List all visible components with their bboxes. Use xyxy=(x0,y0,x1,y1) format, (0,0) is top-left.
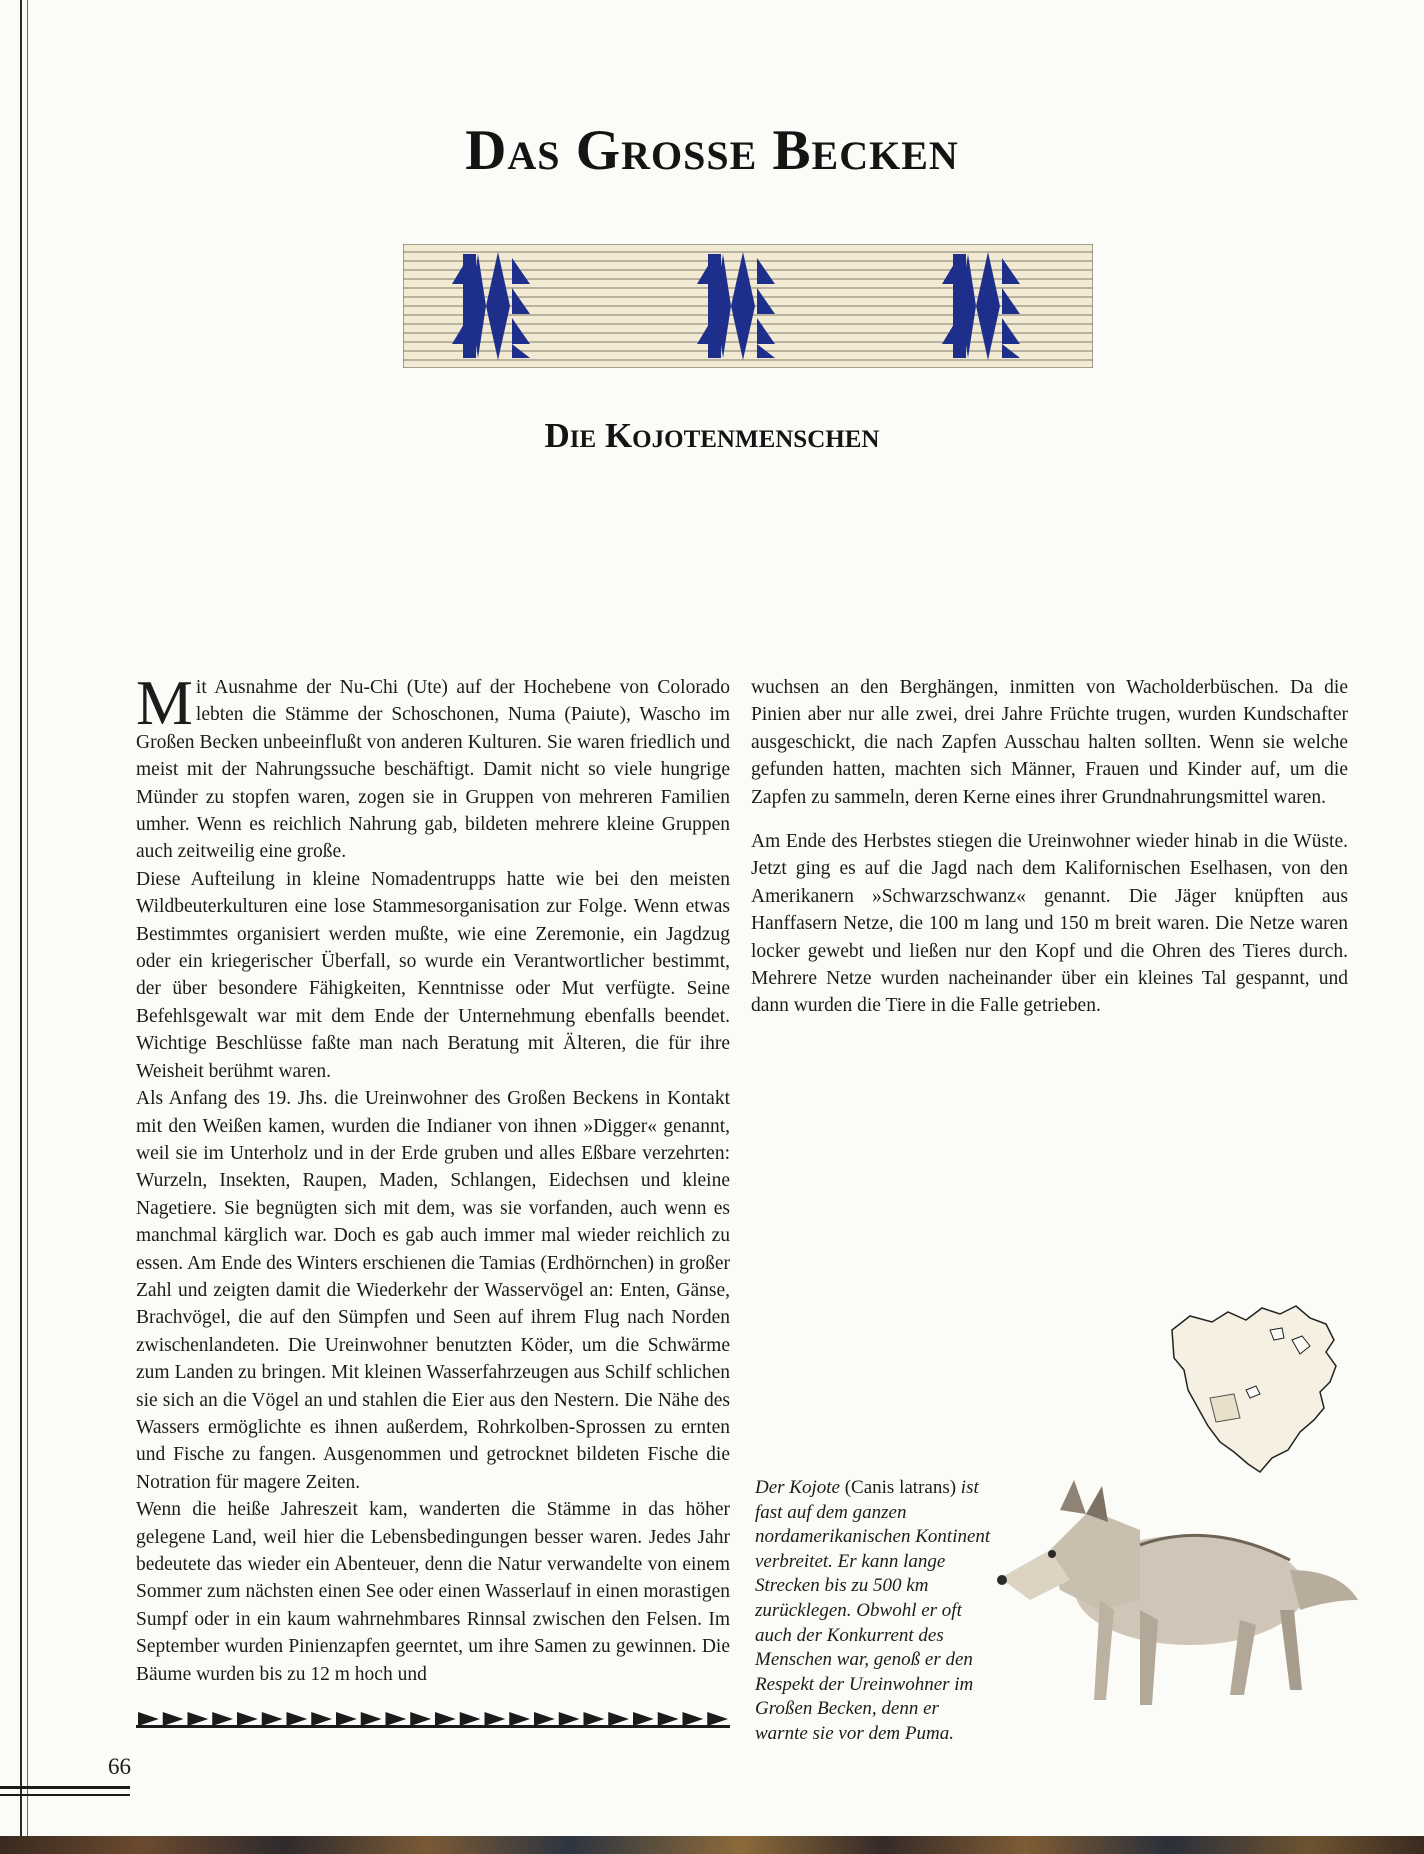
coyote-caption xyxy=(755,1476,991,1747)
paragraph-3: Als Anfang des 19. Jhs. die Ureinwohner des Großen Beckens in Kontakt mit den Weißen kamen, wurden die Indianer von ihnen »Digger« genannt, weil sie im Unterholz und in der Erde gruben und alles Eßbare verzehrten: Wurzeln, Insekten, Raupen, Maden, Schlangen, Eidechsen und kleine Nagetiere. Sie begnügten sich mit dem, was sie vorfanden, auch wenn es manchmal kärglich war. Doch es gab auch immer mal wieder reichlich zu essen. Am Ende des Winters erschienen die Tamias (Erdhörnchen) in großer Zahl und zeigten damit die Wiederkehr der Wasservögel an: Enten, Gänse, Brachvögel, die auf den Sümpfen und Seen auf ihrem Flug nach Norden zwischenlandeten. Die Ureinwohner benutzten Köder, um die Schwärme zum Landen zu bringen. Mit kleinen Wasserfahrzeugen aus Schilf schlichen sie sich an die Vögel an und stahlen die Eier aus den Nestern. Die Nähe des Wassers ermöglichte es ihnen außerdem, Rohrkolben-Sprossen zu ernten und Fische zu fangen. Ausgenommen und getrocknet bildeten Fische die Notration für magere Zeiten. xyxy=(136,1088,730,1493)
left-margin-rule-thin xyxy=(27,0,28,1854)
paragraph-2: Diese Aufteilung in kleine Nomadentrupps hatte wie bei den meisten Wildbeuterkulturen eine lose Stammesorganisation zur Folge. Wenn etwas Bestimmtes organisiert werden mußte, wie eine Zeremonie, ein Jagdzug oder ein kriegerischer Überfall, so wurde ein Verantwortlicher bestimmt, der über besondere Fähigkeiten, Kenntnisse oder Mut verfügte. Seine Befehlsgewalt war mit dem Ende der Unternehmung ebenfalls beendet. Wichtige Beschlüsse faßte man nach Beratung mit Älteren, die für ihre Weisheit berühmt waren. xyxy=(136,868,730,1082)
text-column-right xyxy=(751,674,1348,1020)
caption-text: ist fast auf dem ganzen nordamerikanischen Kontinent verbreitet. Er kann lange Strecken bis zu 500 km zurücklegen. Obwohl er oft auch der Konkurrent des Menschen war, genoß er den Respekt der Ureinwohner im Großen Becken, denn er warnte sie vor dem Puma. xyxy=(755,1477,991,1744)
triangle-arrow-border xyxy=(136,1710,730,1732)
paragraph-1-text: it Ausnahme der Nu-Chi (Ute) auf der Hochebene von Colorado lebten die Stämme der Schoschonen, Numa (Paiute), Wascho im Großen Becken unbeeinflußt von anderen Kulturen. Sie waren friedlich und meist mit der Nahrungssuche beschäftigt. Damit nicht so viele hungrige Münder zu stopfen waren, zogen sie in Gruppen von mehreren Familien umher. Wenn es reichlich Nahrung gab, bildeten mehrere kleine Gruppen auch zeitweilig eine große. xyxy=(136,677,730,863)
left-margin-rule xyxy=(20,0,22,1854)
paragraph-5: wuchsen an den Berghängen, inmitten von Wacholderbüschen. Da die Pinien aber nur alle zwei, drei Jahre Früchte trugen, wurden Kundschafter ausgeschickt, die nach Zapfen Ausschau halten sollten. Wenn sie welche gefunden hatten, machten sich Männer, Frauen und Kinder auf, um die Zapfen zu sammeln, deren Kerne eines ihrer Grundnahrungsmittel waren. xyxy=(751,677,1348,808)
page-number: 66 xyxy=(108,1754,131,1779)
paragraph-6: Am Ende des Herbstes stiegen die Ureinwohner wieder hinab in die Wüste. Jetzt ging es auf die Jagd nach dem Kalifornischen Eselhasen, von den Amerikanern »Schwarzschwanz« genannt. Die Jäger knüpften aus Hanffasern Netze, die 100 m lang und 150 m breit waren. Die Netze waren locker gewebt und ließen nur den Kopf und die Ohren des Tieres durch. Mehrere Netze wurden nacheinander über ein kleines Tal gespannt, und dann wurden die Tiere in die Falle getrieben. xyxy=(751,831,1348,1017)
chapter-title: Das Grosse Becken xyxy=(465,119,959,182)
paragraph-1 xyxy=(136,667,730,866)
page-footer-rule xyxy=(0,1786,130,1789)
diamond-pattern-band xyxy=(403,244,1093,368)
text-column-left xyxy=(136,667,730,1688)
page-footer-rule-thin xyxy=(0,1794,130,1796)
caption-lead: Der Kojote xyxy=(755,1477,840,1498)
chapter-subtitle: Die Kojotenmenschen xyxy=(544,416,880,455)
coyote-illustration xyxy=(990,1450,1360,1720)
scan-edge-strip xyxy=(0,1836,1424,1854)
drop-cap: M xyxy=(136,667,193,738)
caption-species: (Canis latrans) xyxy=(844,1477,957,1498)
paragraph-4: Wenn die heiße Jahreszeit kam, wanderten die Stämme in das höher gelegene Land, weil hier die Lebensbedingungen besser waren. Jedes Jahr bedeutete das wieder ein Abenteuer, denn die Natur verwandelte von einem Sommer zum nächsten einen See oder einen Wasserlauf in einen morastigen Sumpf oder in ein kaum wahrnehmbares Rinnsal zwischen den Felsen. Im September wurden Pinienzapfen geerntet, um ihre Samen zu gewinnen. Die Bäume wurden bis zu 12 m hoch und xyxy=(136,1499,730,1685)
